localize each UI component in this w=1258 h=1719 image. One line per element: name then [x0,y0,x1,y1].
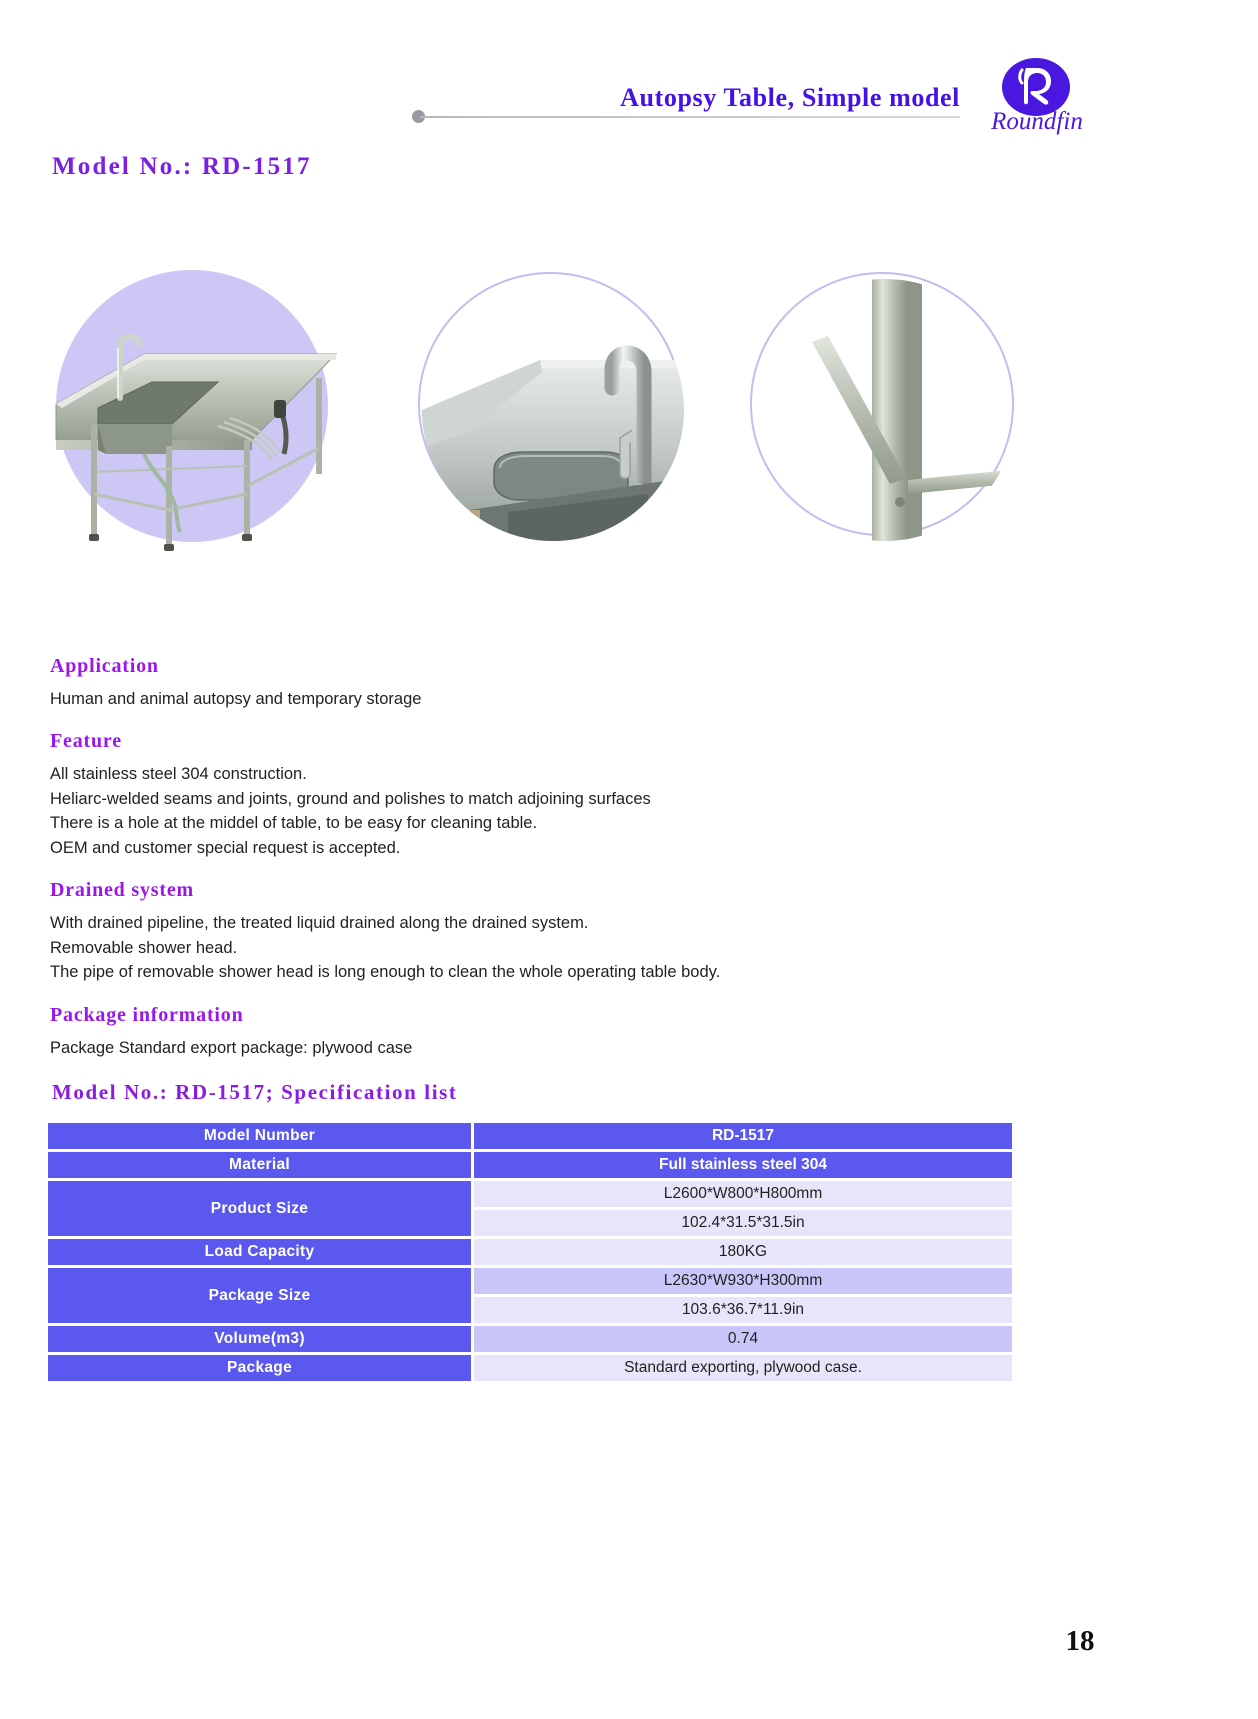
sink-faucet-illustration [408,262,698,557]
table-row [48,1239,1012,1265]
spec-value: RD-1517 [474,1123,1012,1149]
table-row [48,1326,1012,1352]
section-title-application: Application [50,655,159,677]
roundfin-logo [982,58,1092,146]
table-row [48,1181,1012,1207]
spec-value: 0.74 [474,1326,1012,1352]
spec-label: Model Number [48,1123,471,1149]
model-number-heading: Model No.: RD-1517 [52,153,312,180]
section-line: There is a hole at the middel of table, to be easy for cleaning table. [50,814,538,832]
table-row [48,1123,1012,1149]
spec-label: Load Capacity [48,1239,471,1265]
section-line: All stainless steel 304 construction. [50,765,307,783]
section-drained-system [50,879,720,985]
section-line: Package Standard export package: plywood case [50,1039,413,1057]
autopsy-table-illustration [48,258,344,558]
spec-value: L2630*W930*H300mm [474,1268,1012,1294]
spec-value: Standard exporting, plywood case. [474,1355,1012,1381]
section-feature [50,730,651,860]
product-photo-leg-closeup [740,262,1030,557]
spec-label: Package [48,1355,471,1381]
section-title-package-information: Package information [50,1004,244,1026]
page-number: 18 [1065,1625,1095,1657]
product-photo-strip [0,250,1258,580]
spec-value: 103.6*36.7*11.9in [474,1297,1012,1323]
spec-label: Package Size [48,1268,471,1323]
table-row [48,1268,1012,1294]
section-line: With drained pipeline, the treated liquid drained along the drained system. [50,914,589,932]
logo-wordmark: Roundfin [991,108,1083,135]
spec-label: Material [48,1152,471,1178]
header-divider [420,116,960,118]
page-title: Autopsy Table, Simple model [620,83,960,112]
leg-crossbar-illustration [740,262,1030,557]
section-line: Human and animal autopsy and temporary storage [50,690,422,708]
spec-value: 102.4*31.5*31.5in [474,1210,1012,1236]
section-line: The pipe of removable shower head is long enough to clean the whole operating table body. [50,963,721,981]
section-title-drained-system: Drained system [50,879,194,901]
product-photo-sink-closeup [408,262,698,557]
section-application [50,655,421,712]
spec-value: Full stainless steel 304 [474,1152,1012,1178]
specification-table [45,1120,1015,1384]
spec-label: Volume(m3) [48,1326,471,1352]
section-line: Removable shower head. [50,938,238,957]
product-photo-full-table [48,258,344,558]
page-header [0,0,1258,150]
spec-value: L2600*W800*H800mm [474,1181,1012,1207]
section-package-information [50,1004,412,1061]
table-row [48,1152,1012,1178]
spec-value: 180KG [474,1239,1012,1265]
table-row [48,1355,1012,1381]
section-line: Heliarc-welded seams and joints, ground and polishes to match adjoining surfaces [50,789,651,808]
section-title-feature: Feature [50,730,122,752]
specification-list-heading: Model No.: RD-1517; Specification list [52,1080,458,1104]
spec-label: Product Size [48,1181,471,1236]
section-line: OEM and customer special request is accepted. [50,838,401,857]
